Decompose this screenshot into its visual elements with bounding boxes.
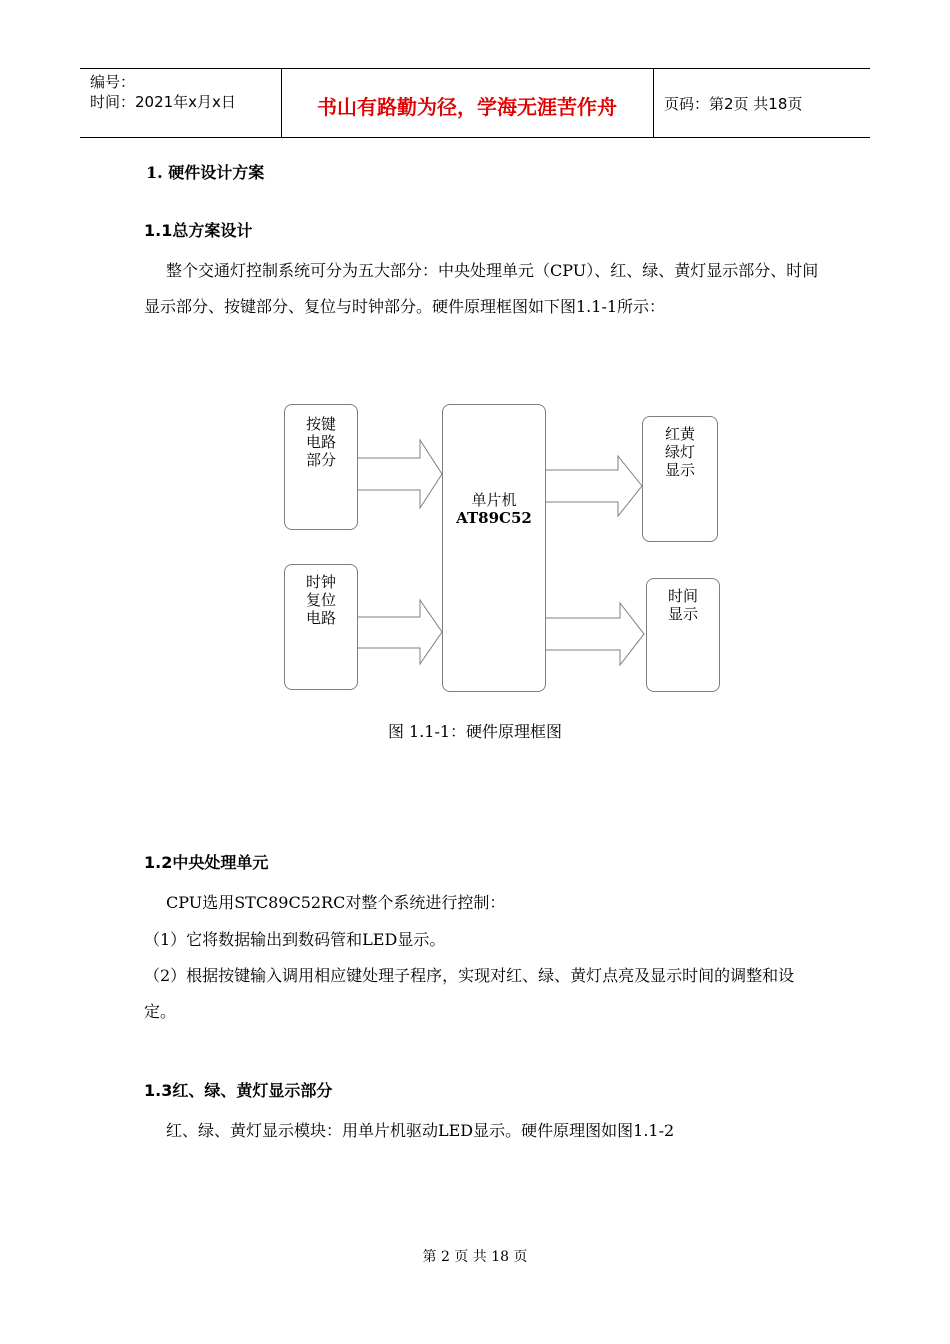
diagram-caption: 图 1.1-1：硬件原理框图: [387, 722, 563, 741]
arrow-clock-to-cpu: [356, 600, 442, 664]
header-motto: 书山有路勤为径，学海无涯苦作舟: [317, 95, 617, 119]
clock-reset-line3: 电路: [305, 609, 336, 627]
number-label: 编号：: [90, 73, 136, 91]
header-page-label: 页码：第2页 共18页: [664, 95, 803, 113]
page-footer: 第 2 页 共 18 页: [422, 1249, 528, 1265]
arrow-key-to-cpu: [356, 440, 442, 508]
clock-reset-line2: 复位: [305, 591, 336, 609]
light-display-line3: 显示: [664, 461, 695, 479]
section-1-2-line2: （1）它将数据输出到数码管和LED显示。: [144, 930, 446, 949]
clock-reset-box: [284, 564, 358, 690]
time-display-line1: 时间: [667, 587, 698, 605]
time-label: 时间：2021年x月x日: [90, 93, 236, 111]
section-1-1-title: 1.1总方案设计: [144, 221, 253, 240]
key-circuit-line1: 按键: [305, 415, 336, 433]
section-1-2-line3: （2）根据按键输入调用相应键处理子程序，实现对红、绿、黄灯点亮及显示时间的调整和设定。: [144, 966, 795, 1021]
arrow-cpu-to-light: [544, 456, 642, 516]
section-1-1-paragraph: 整个交通灯控制系统可分为五大部分：中央处理单元（CPU）、红、绿、黄灯显示部分、时间显示部分、按键部分、复位与时钟部分。硬件原理框图如下图1.1-1所示：: [144, 261, 819, 316]
time-display-line2: 显示: [667, 605, 698, 623]
cpu-model: AT89C52: [456, 509, 532, 527]
key-circuit-line2: 电路: [305, 433, 336, 451]
section-1-3-paragraph: 红、绿、黄灯显示模块：用单片机驱动LED显示。硬件原理图如图1.1-2: [166, 1121, 675, 1140]
section-1-2-title: 1.2中央处理单元: [144, 853, 269, 872]
light-display-line1: 红黄: [664, 425, 695, 443]
section-1-title: 1. 硬件设计方案: [146, 163, 265, 182]
cpu-box: [442, 404, 546, 692]
time-display-box: [646, 578, 720, 692]
key-circuit-line3: 部分: [305, 451, 336, 469]
section-1-2-line1: CPU选用STC89C52RC对整个系统进行控制：: [166, 893, 506, 912]
arrow-cpu-to-time: [544, 603, 644, 665]
light-display-line2: 绿灯: [664, 443, 695, 461]
section-1-3-title: 1.3红、绿、黄灯显示部分: [144, 1081, 333, 1100]
light-display-box: [642, 416, 718, 542]
key-circuit-box: [284, 404, 358, 530]
clock-reset-line1: 时钟: [305, 573, 336, 591]
cpu-label: 单片机: [471, 491, 517, 509]
